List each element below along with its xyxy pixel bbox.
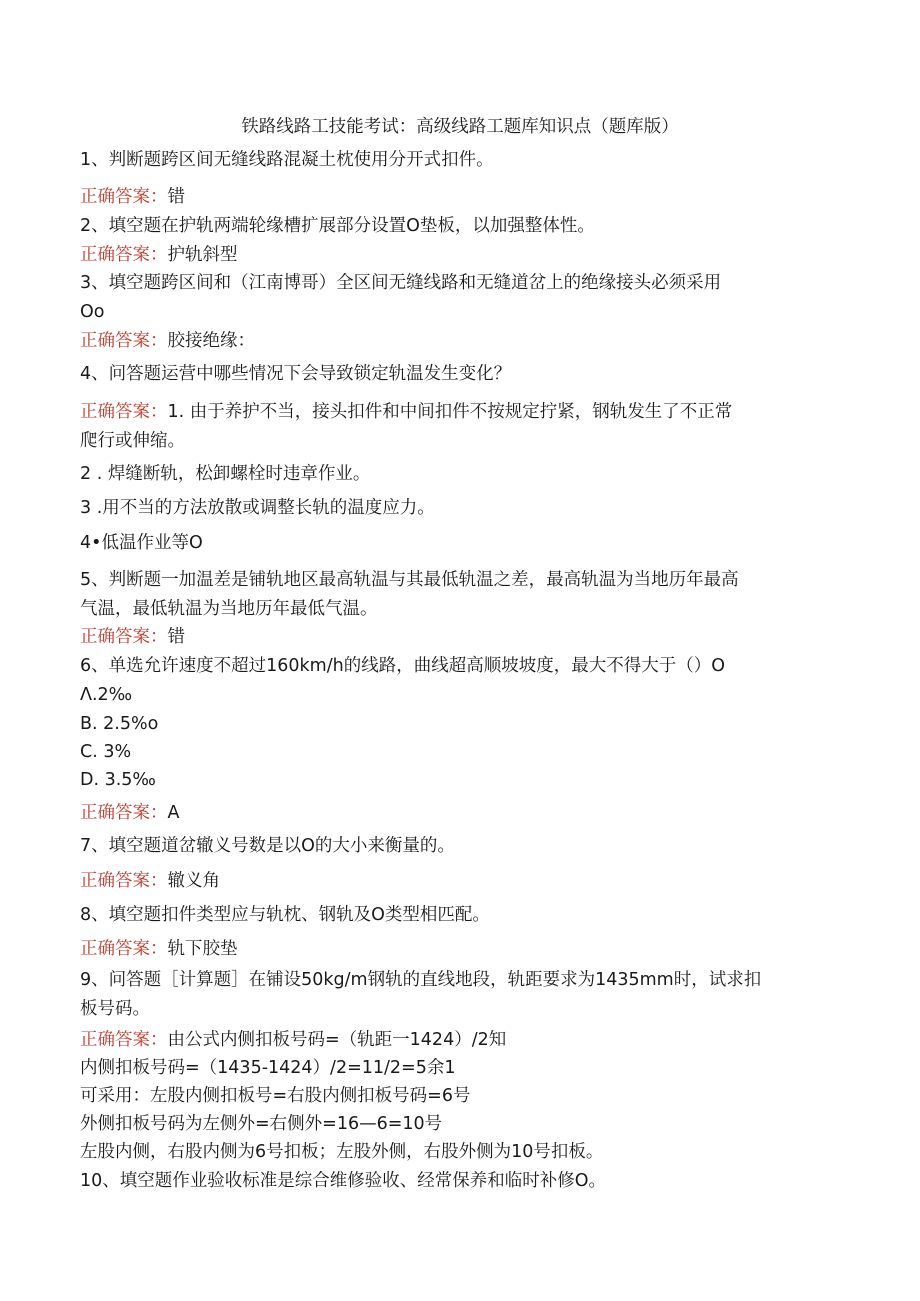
question-9-line-1: 9、问答题［计算题］在铺设50kg/m钢轨的直线地段，轨距要求为1435mm时，试求扣 [80,970,762,990]
option-a: Λ.2‰ [80,685,133,705]
question-7: 7、填空题道岔辙义号数是以O的大小来衡量的。 [80,836,455,856]
answer-value: 护轨斜型 [167,245,238,265]
answer-value: A [167,803,180,823]
answer-7 [80,869,220,893]
answer-label: 正确答案： [80,1030,168,1050]
answer-label: 正确答案： [80,871,168,891]
answer-4-line-3: 2 . 焊缝断轨，松卸螺栓时违章作业。 [80,464,371,484]
answer-label: 正确答案： [80,245,168,265]
answer-value: 轨下胶垫 [167,939,238,959]
question-10: 10、填空题作业验收标准是综合维修验收、经常保养和临时补修O。 [80,1171,607,1191]
answer-label: 正确答案： [80,331,168,351]
answer-label: 正确答案： [80,187,168,207]
option-b: B. 2.5%o [80,714,159,734]
answer-9-line-2: 内侧扣板号码=（1435-1424）/2=11/2=5余1 [80,1058,456,1078]
answer-4-line-2: 爬行或伸缩。 [80,431,185,451]
question-8: 8、填空题扣件类型应与轨枕、钢轨及O类型相匹配。 [80,905,490,925]
answer-2 [80,243,238,267]
question-1: 1、判断题跨区间无缝线路混凝土枕使用分开式扣件。 [80,150,494,170]
answer-9-line-1 [80,1028,506,1052]
question-9-line-2: 板号码。 [80,999,150,1019]
question-6: 6、单选允许速度不超过160km/h的线路，曲线超高顺坡坡度，最大不得大于（）O [80,656,725,676]
document-title: 铁路线路工技能考试：高级线路工题库知识点（题库版） [241,117,679,137]
answer-9-line-5: 左股内侧，右股内侧为6号扣板；左股外侧，右股外侧为10号扣板。 [80,1142,604,1162]
answer-label: 正确答案： [80,939,168,959]
question-5-line-2: 气温，最低轨温为当地历年最低气温。 [80,599,378,619]
answer-4-line-4: 3 .用不当的方法放散或调整长轨的温度应力。 [80,498,435,518]
option-d: D. 3.5‰ [80,770,156,790]
answer-1 [80,185,185,209]
answer-label: 正确答案： [80,803,168,823]
answer-4-line-5: 4•低温作业等O [80,533,203,553]
question-3-line-2: Oo [80,302,105,322]
question-2: 2、填空题在护轨两端轮缘槽扩展部分设置O垫板，以加强整体性。 [80,216,595,236]
answer-value: 由公式内侧扣板号码=（轨距一1424）/2知 [167,1030,507,1050]
answer-5 [80,625,185,649]
answer-value: 1. 由于养护不当，接头扣件和中间扣件不按规定拧紧，钢轨发生了不正常 [167,402,733,422]
answer-3 [80,329,255,353]
answer-9-line-3: 可采用：左股内侧扣板号=右股内侧扣板号码=6号 [80,1086,471,1106]
answer-label: 正确答案： [80,627,168,647]
answer-value: 辙义角 [167,871,220,891]
answer-9-line-4: 外侧扣板号码为左侧外=右侧外=16—6=10号 [80,1114,443,1134]
answer-6 [80,801,179,825]
answer-label: 正确答案： [80,402,168,422]
question-5-line-1: 5、判断题一加温差是铺轨地区最高轨温与其最低轨温之差，最高轨温为当地历年最高 [80,570,739,590]
option-c: C. 3% [80,742,132,762]
answer-4-line-1 [80,400,732,424]
answer-value: 胶接绝缘： [167,331,255,351]
answer-value: 错 [167,627,185,647]
question-3-line-1: 3、填空题跨区间和（江南博哥）全区间无缝线路和无缝道岔上的绝缘接头必须采用 [80,273,722,293]
answer-8 [80,937,238,961]
answer-value: 错 [167,187,185,207]
question-4: 4、问答题运营中哪些情况下会导致锁定轨温发生变化？ [80,364,512,384]
